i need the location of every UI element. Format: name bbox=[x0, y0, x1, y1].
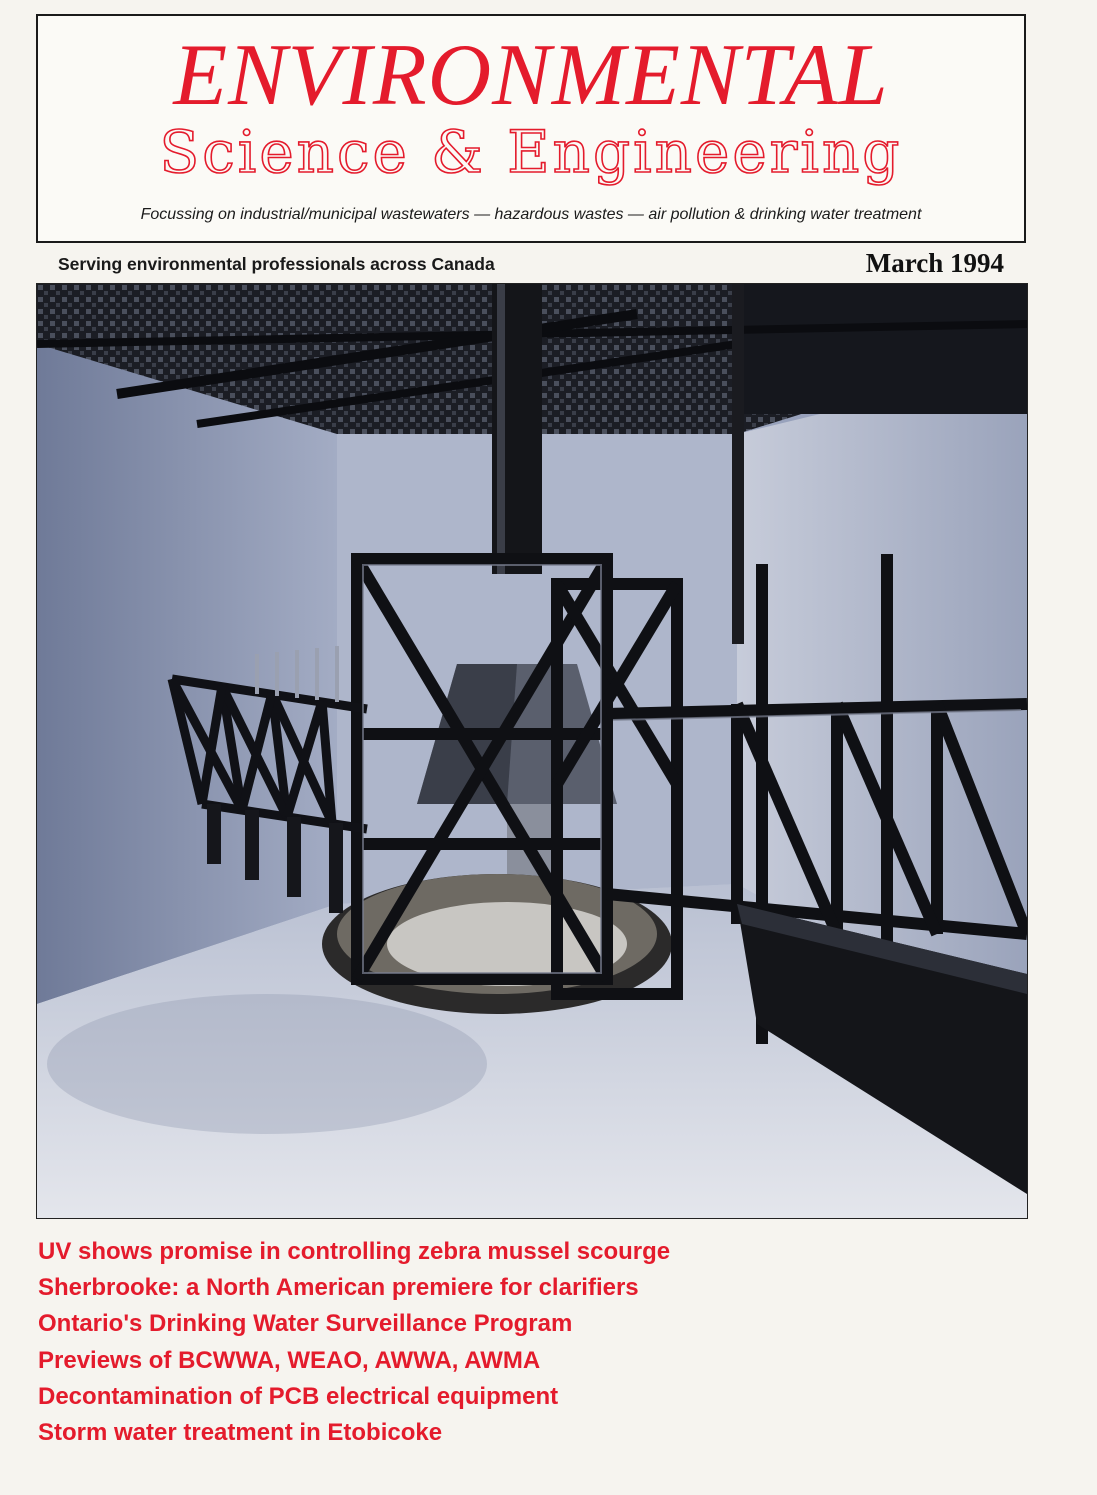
headline-item: Ontario's Drinking Water Surveillance Program bbox=[38, 1310, 573, 1338]
masthead bbox=[36, 14, 1026, 243]
serving-line: Serving environmental professionals across Canada bbox=[58, 254, 495, 274]
cover-headlines bbox=[38, 1234, 1038, 1451]
headline-item: Storm water treatment in Etobicoke bbox=[38, 1419, 443, 1447]
headline-item: Sherbrooke: a North American premiere for clarifiers bbox=[38, 1274, 639, 1302]
magazine-subtitle: Science & Engineering bbox=[159, 118, 903, 186]
cover-photo bbox=[36, 283, 1028, 1219]
clarifier-mechanism-illustration bbox=[37, 284, 1027, 1218]
issue-date: March 1994 bbox=[865, 248, 1004, 278]
magazine-title: ENVIRONMENTAL bbox=[173, 27, 889, 124]
magazine-tagline: Focussing on industrial/municipal wastewaters — hazardous wastes — air pollution & drinking water treatment bbox=[140, 206, 922, 223]
headline-item: UV shows promise in controlling zebra mussel scourge bbox=[38, 1238, 671, 1265]
headline-item: Previews of BCWWA, WEAO, AWWA, AWMA bbox=[38, 1346, 541, 1374]
headline-item: Decontamination of PCB electrical equipment bbox=[38, 1382, 559, 1410]
